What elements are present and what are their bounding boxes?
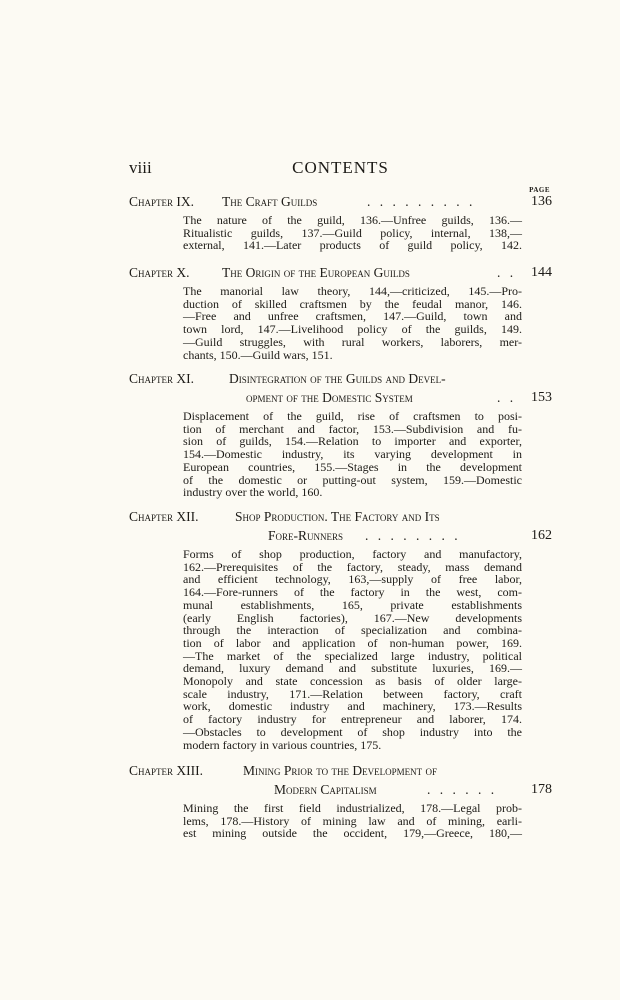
- description-line: of factory industry for entrepreneur and laborer, 174.: [183, 712, 522, 727]
- dot-leader: . . . . . . . .: [365, 528, 461, 543]
- description-line: external, 141.—Later products of guild policy, 142.: [183, 238, 522, 253]
- chapter-description: [183, 285, 522, 361]
- chapter-title: Shop Production. The Factory and Its: [235, 509, 440, 524]
- description-line: —Obstacles to development of shop industry into the: [183, 724, 522, 739]
- chapter-page-number: 144: [531, 265, 552, 280]
- running-header: [129, 158, 552, 180]
- chapter-label: Chapter XII.: [129, 509, 199, 524]
- description-line: The nature of the guild, 136.—Unfree guilds, 136.—: [183, 213, 522, 227]
- chapter-entry: [129, 509, 552, 751]
- description-line: The manorial law theory, 144,—criticized, 145.—Pro-: [183, 284, 522, 298]
- description-line: tion of merchant and factor, 153.—Subdivision and fu-: [183, 421, 522, 436]
- page-folio: viii: [129, 158, 152, 177]
- description-line: Ritualistic guilds, 137.—Guild policy, internal, 138,—: [183, 225, 522, 240]
- description-line: Displacement of the guild, rise of craftsmen to posi-: [183, 409, 522, 423]
- chapter-title: Mining Prior to the Development of: [243, 763, 437, 778]
- description-line: lems, 178.—History of mining law and of mining, earli-: [183, 813, 522, 828]
- description-line: 164.—Fore-runners of the factory in the west, com-: [183, 585, 522, 600]
- description-line: scale industry, 171.—Relation between factory, craft: [183, 686, 522, 701]
- chapter-description: [183, 802, 522, 840]
- chapter-page-number: 153: [531, 390, 552, 405]
- description-line: —The market of the specialized large industry, political: [183, 648, 522, 663]
- chapter-title: The Craft Guilds: [222, 194, 318, 209]
- chapter-label: Chapter X.: [129, 265, 190, 280]
- description-line: European countries, 155.—Stages in the development: [183, 459, 522, 474]
- chapter-heading-continued: [129, 528, 552, 544]
- dot-leader: . .: [497, 390, 517, 405]
- description-line: industry over the world, 160.: [183, 485, 323, 500]
- dot-leader: . .: [497, 265, 517, 280]
- chapter-heading: [129, 194, 552, 210]
- description-line: Mining the first field industrialized, 178.—Legal prob-: [183, 801, 522, 815]
- chapter-title-continued: Fore-Runners: [268, 528, 344, 543]
- chapter-description: [183, 410, 522, 499]
- chapter-label: Chapter IX.: [129, 194, 195, 209]
- page-title: CONTENTS: [292, 158, 389, 177]
- chapter-page-number: 162: [531, 528, 552, 543]
- chapter-heading-continued: [129, 390, 552, 406]
- chapter-title: Disintegration of the Guilds and Devel-: [229, 371, 446, 386]
- chapter-heading-continued: [129, 782, 552, 798]
- description-line: chants, 150.—Guild wars, 151.: [183, 347, 333, 362]
- chapter-title-continued: Modern Capitalism: [274, 782, 377, 797]
- description-line: demand, luxury demand and substitute luxuries, 169.—: [183, 661, 522, 676]
- description-line: sion of guilds, 154.—Relation to importer and exporter,: [183, 434, 522, 449]
- chapter-description: [183, 214, 522, 252]
- chapter-entry: [129, 265, 552, 361]
- description-line: Monopoly and state concession as basis of older large-: [183, 674, 522, 689]
- description-line: duction of skilled craftsmen by the feudal manor, 146.: [183, 296, 522, 311]
- description-line: modern factory in various countries, 175.: [183, 737, 382, 752]
- description-line: of the domestic or putting-out system, 159.—Domestic: [183, 472, 522, 487]
- description-line: through the interaction of specialization and combina-: [183, 623, 522, 638]
- description-line: Forms of shop production, factory and manufactory,: [183, 547, 522, 561]
- dot-leader: . . . . . .: [427, 782, 498, 797]
- chapter-label: Chapter XIII.: [129, 763, 203, 778]
- description-line: 162.—Prerequisites of the factory, steady, mass demand: [183, 559, 522, 574]
- description-line: munal establishments, 165, private establishments: [183, 597, 522, 612]
- description-line: tion of labor and application of non-human power, 169.: [183, 635, 522, 650]
- chapter-description: [183, 548, 522, 751]
- chapter-title: The Origin of the European Guilds: [222, 265, 410, 280]
- chapter-entry: [129, 371, 552, 499]
- chapter-label: Chapter XI.: [129, 371, 195, 386]
- chapter-entry: [129, 194, 552, 252]
- description-line: work, domestic industry and machinery, 173.—Results: [183, 699, 522, 714]
- description-line: —Free and unfree craftsmen, 147.—Guild, town and: [183, 309, 522, 324]
- chapter-page-number: 136: [531, 194, 552, 209]
- chapter-entry: [129, 763, 552, 840]
- description-line: and efficient technology, 163,—supply of free labor,: [183, 572, 522, 587]
- dot-leader: . . . . . . . . .: [367, 194, 476, 209]
- chapter-heading: [129, 265, 552, 281]
- chapter-heading: [129, 371, 552, 387]
- description-line: —Guild struggles, with rural workers, laborers, mer-: [183, 334, 522, 349]
- description-line: 154.—Domestic industry, its varying development in: [183, 447, 522, 462]
- chapter-heading: [129, 763, 552, 779]
- page-column-label: PAGE: [529, 186, 550, 194]
- chapter-title-continued: opment of the Domestic System: [246, 390, 413, 405]
- description-line: (early English factories), 167.—New developments: [183, 610, 522, 625]
- chapter-page-number: 178: [531, 782, 552, 797]
- chapter-heading: [129, 509, 552, 525]
- description-line: est mining outside the occident, 179,—Greece, 180,—: [183, 826, 522, 841]
- description-line: town lord, 147.—Livelihood policy of the guilds, 149.: [183, 322, 522, 337]
